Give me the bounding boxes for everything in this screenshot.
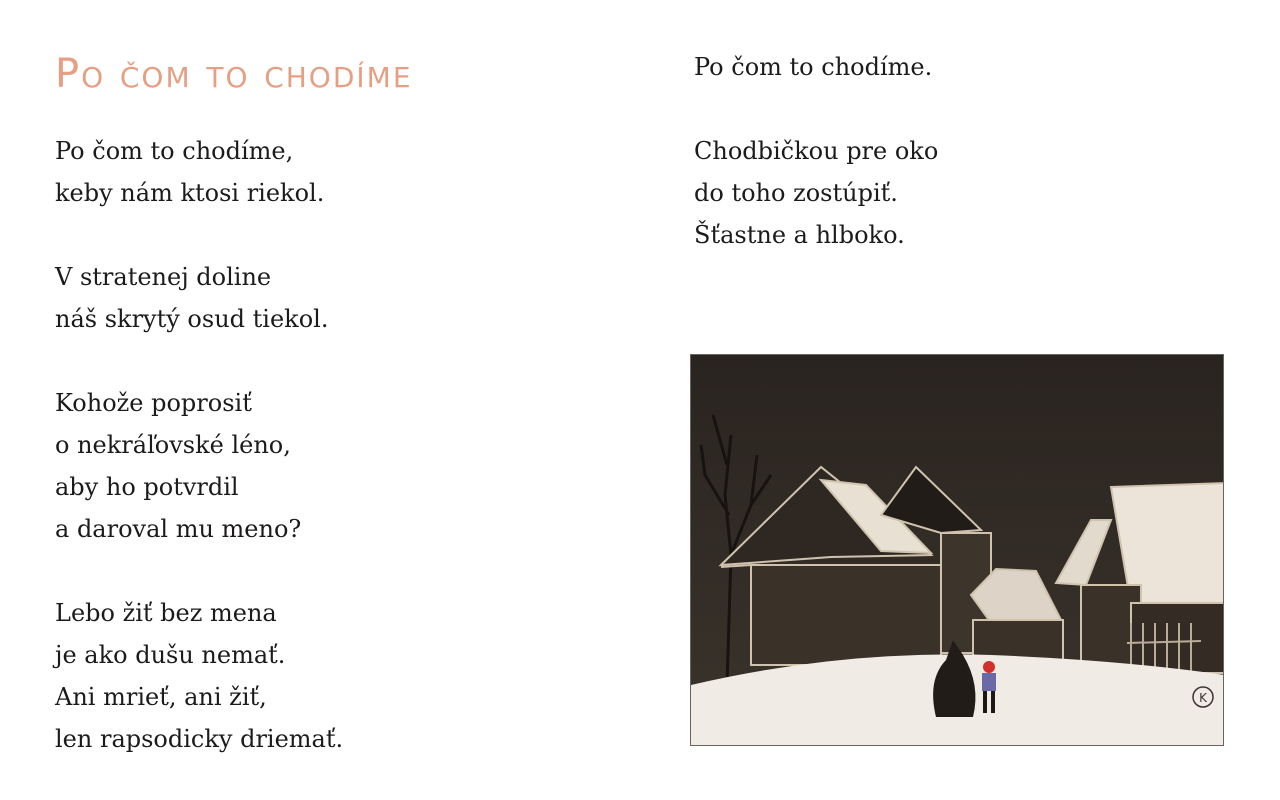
verse-line: aby ho potvrdil <box>55 473 239 501</box>
verse-line: Chodbičkou pre oko <box>694 137 939 165</box>
monogram-letter: K <box>1199 691 1207 705</box>
winter-village-painting <box>691 355 1224 746</box>
page-title: Po čom to chodíme <box>55 51 413 97</box>
verse-line: keby nám ktosi riekol. <box>55 179 325 207</box>
verse-line: náš skrytý osud tiekol. <box>55 305 329 333</box>
stanza-1 <box>55 130 655 214</box>
poem-left-column <box>55 130 655 760</box>
verse-line: o nekráľovské léno, <box>55 431 291 459</box>
stanza-5 <box>694 130 1254 256</box>
stanza-4 <box>55 592 655 760</box>
verse-line: Po čom to chodíme. <box>694 53 933 81</box>
verse-line: Po čom to chodíme, <box>55 137 294 165</box>
verse-line: je ako dušu nemať. <box>55 641 286 669</box>
poem-right-opening-line <box>694 46 1254 88</box>
verse-line: a daroval mu meno? <box>55 515 302 543</box>
verse-line: do toho zostúpiť. <box>694 179 898 207</box>
winter-night-illustration <box>690 354 1224 746</box>
verse-line: Šťastne a hlboko. <box>694 221 905 249</box>
verse-line: Ani mrieť, ani žiť, <box>55 683 267 711</box>
stanza-2 <box>55 256 655 340</box>
verse-line: V stratenej doline <box>55 263 272 291</box>
verse-line: len rapsodicky driemať. <box>55 725 344 753</box>
verse-line: Lebo žiť bez mena <box>55 599 277 627</box>
stanza-3 <box>55 382 655 550</box>
verse-line: Kohože poprosiť <box>55 389 252 417</box>
